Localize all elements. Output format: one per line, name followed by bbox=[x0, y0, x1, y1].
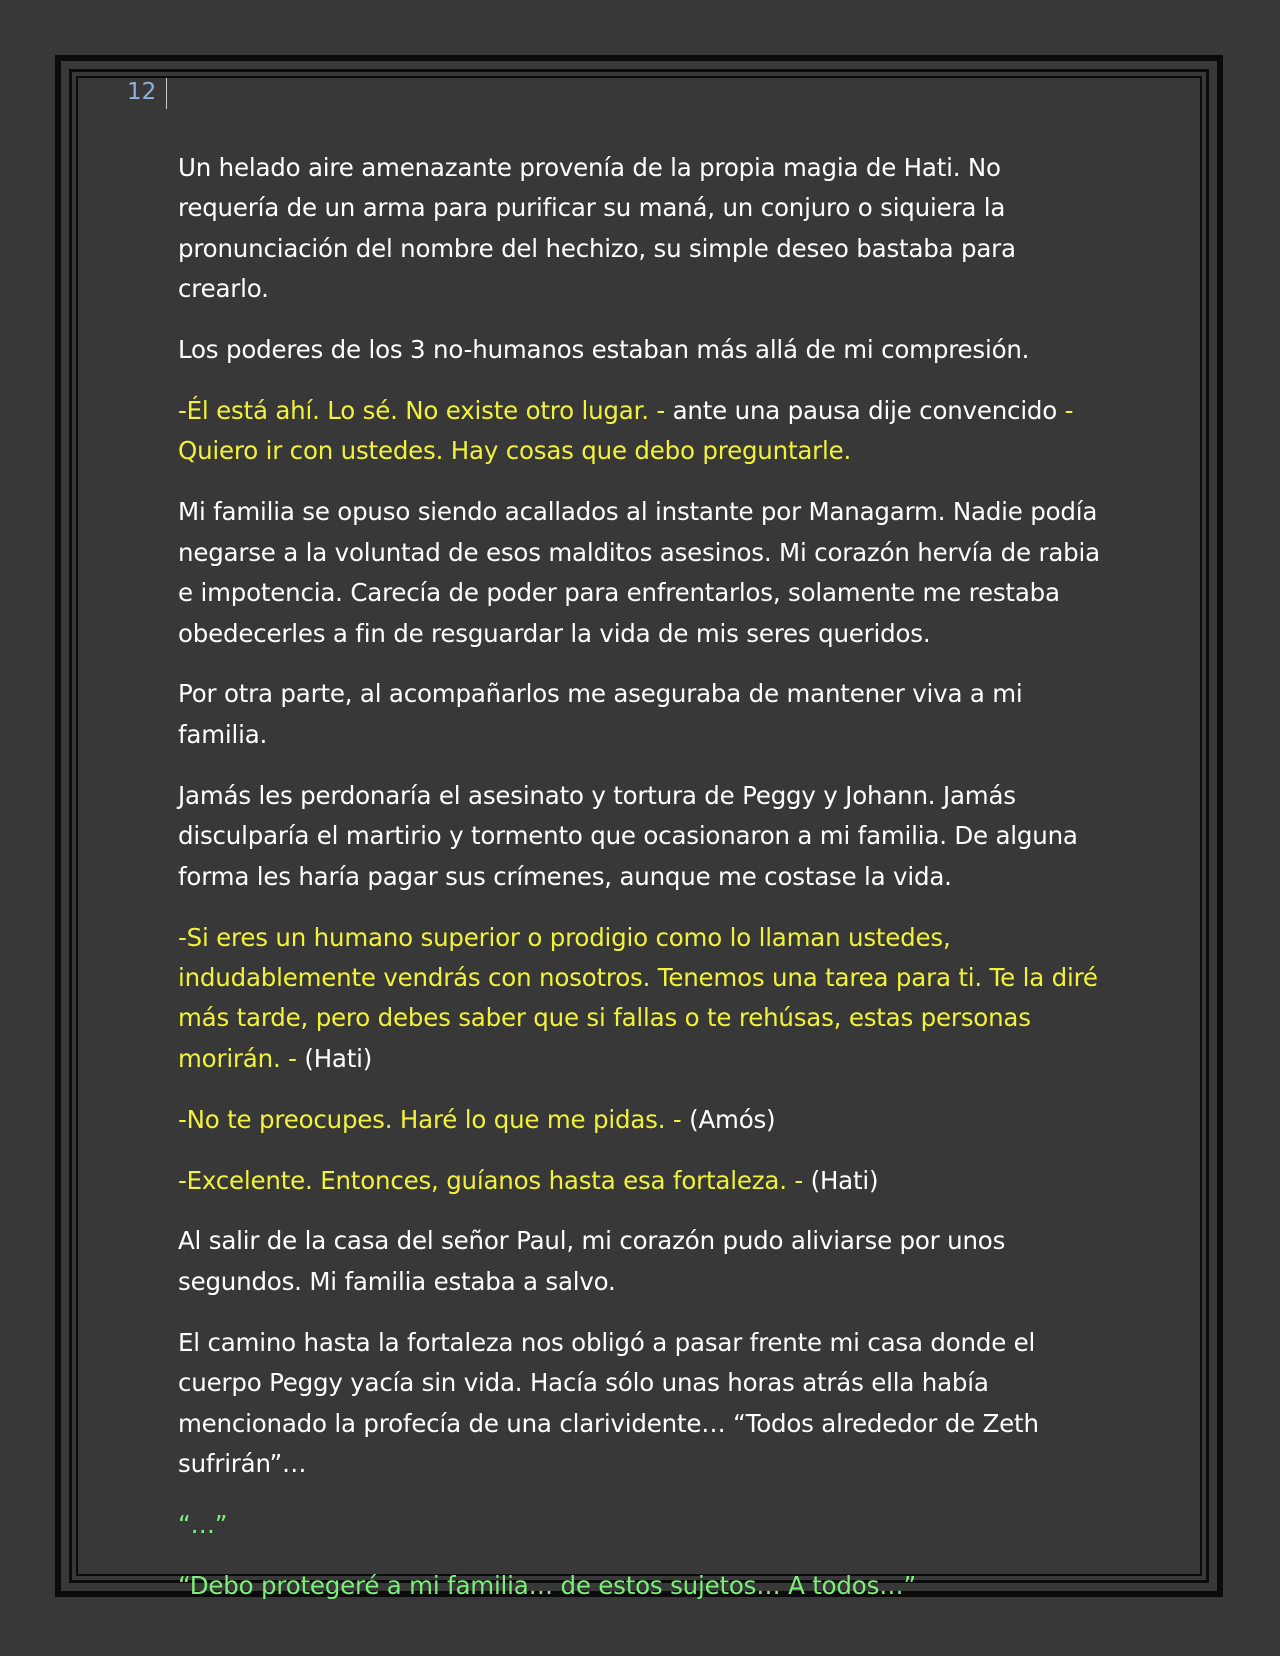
paragraph: Un helado aire amenazante provenía de la propia magia de Hati. No requería de un arma para purificar su maná, un conjuro o siquiera la pronunciación del nombre del hechizo, su simple deseo bastaba para crearlo. bbox=[178, 153, 1016, 304]
dialogue-paragraph bbox=[178, 918, 1108, 1080]
thought-paragraph: “Debo protegeré a mi familia… de estos sujetos… A todos…” bbox=[178, 1570, 916, 1600]
speaker-tag: (Hati) bbox=[296, 1043, 373, 1073]
thought-paragraph: “…” bbox=[178, 1509, 228, 1539]
dialogue-text: -Él está ahí. Lo sé. No existe otro lugar. - bbox=[178, 396, 666, 426]
paragraph: Mi familia se opuso siendo acallados al instante por Managarm. Nadie podía negarse a la voluntad de esos malditos asesinos. Mi corazón hervía de rabia e impotencia. Carecía de poder para enfrentarlos, solamente me restaba obedecerles a fin de resguardar la vida de mis seres queridos. bbox=[178, 497, 1100, 648]
dialogue-paragraph bbox=[178, 1161, 1108, 1201]
dialogue-text: - Quiero ir con ustedes. Hay cosas que debo preguntarle. bbox=[178, 396, 1074, 466]
paragraph: El camino hasta la fortaleza nos obligó a pasar frente mi casa donde el cuerpo Peggy yacía sin vida. Hacía sólo unas horas atrás ella había mencionado la profecía de una clarividente… “Todos alrededor de Zeth sufrirán”… bbox=[178, 1327, 1039, 1478]
dialogue-text: -No te preocupes. Haré lo que me pidas. - bbox=[178, 1104, 682, 1134]
speaker-tag: (Amós) bbox=[681, 1104, 776, 1134]
page-body bbox=[178, 148, 1108, 1627]
paragraph: Al salir de la casa del señor Paul, mi corazón pudo aliviarse por unos segundos. Mi familia estaba a salvo. bbox=[178, 1226, 1006, 1296]
narration-text: ante una pausa dije convencido bbox=[665, 396, 1065, 426]
dialogue-text: -Si eres un humano superior o prodigio como lo llaman ustedes, indudablemente vendrás con nosotros. Tenemos una tarea para ti. Te la diré más tarde, pero debes saber que si fallas o te rehúsas, estas personas morirán. - bbox=[178, 922, 1098, 1073]
paragraph: Por otra parte, al acompañarlos me aseguraba de mantener viva a mi familia. bbox=[178, 679, 1023, 749]
paragraph: Jamás les perdonaría el asesinato y tortura de Peggy y Johann. Jamás disculparía el martirio y tormento que ocasionaron a mi familia. De alguna forma les haría pagar sus crímenes, aunque me costase la vida. bbox=[178, 780, 1078, 891]
dialogue-paragraph bbox=[178, 1100, 1108, 1140]
paragraph: Los poderes de los 3 no-humanos estaban más allá de mi compresión. bbox=[178, 335, 1030, 365]
page-number-divider bbox=[166, 78, 167, 109]
dialogue-text: -Excelente. Entonces, guíanos hasta esa fortaleza. - bbox=[178, 1165, 804, 1195]
speaker-tag: (Hati) bbox=[803, 1165, 879, 1195]
page-number: 12 bbox=[127, 79, 157, 105]
dialogue-paragraph bbox=[178, 391, 1108, 472]
